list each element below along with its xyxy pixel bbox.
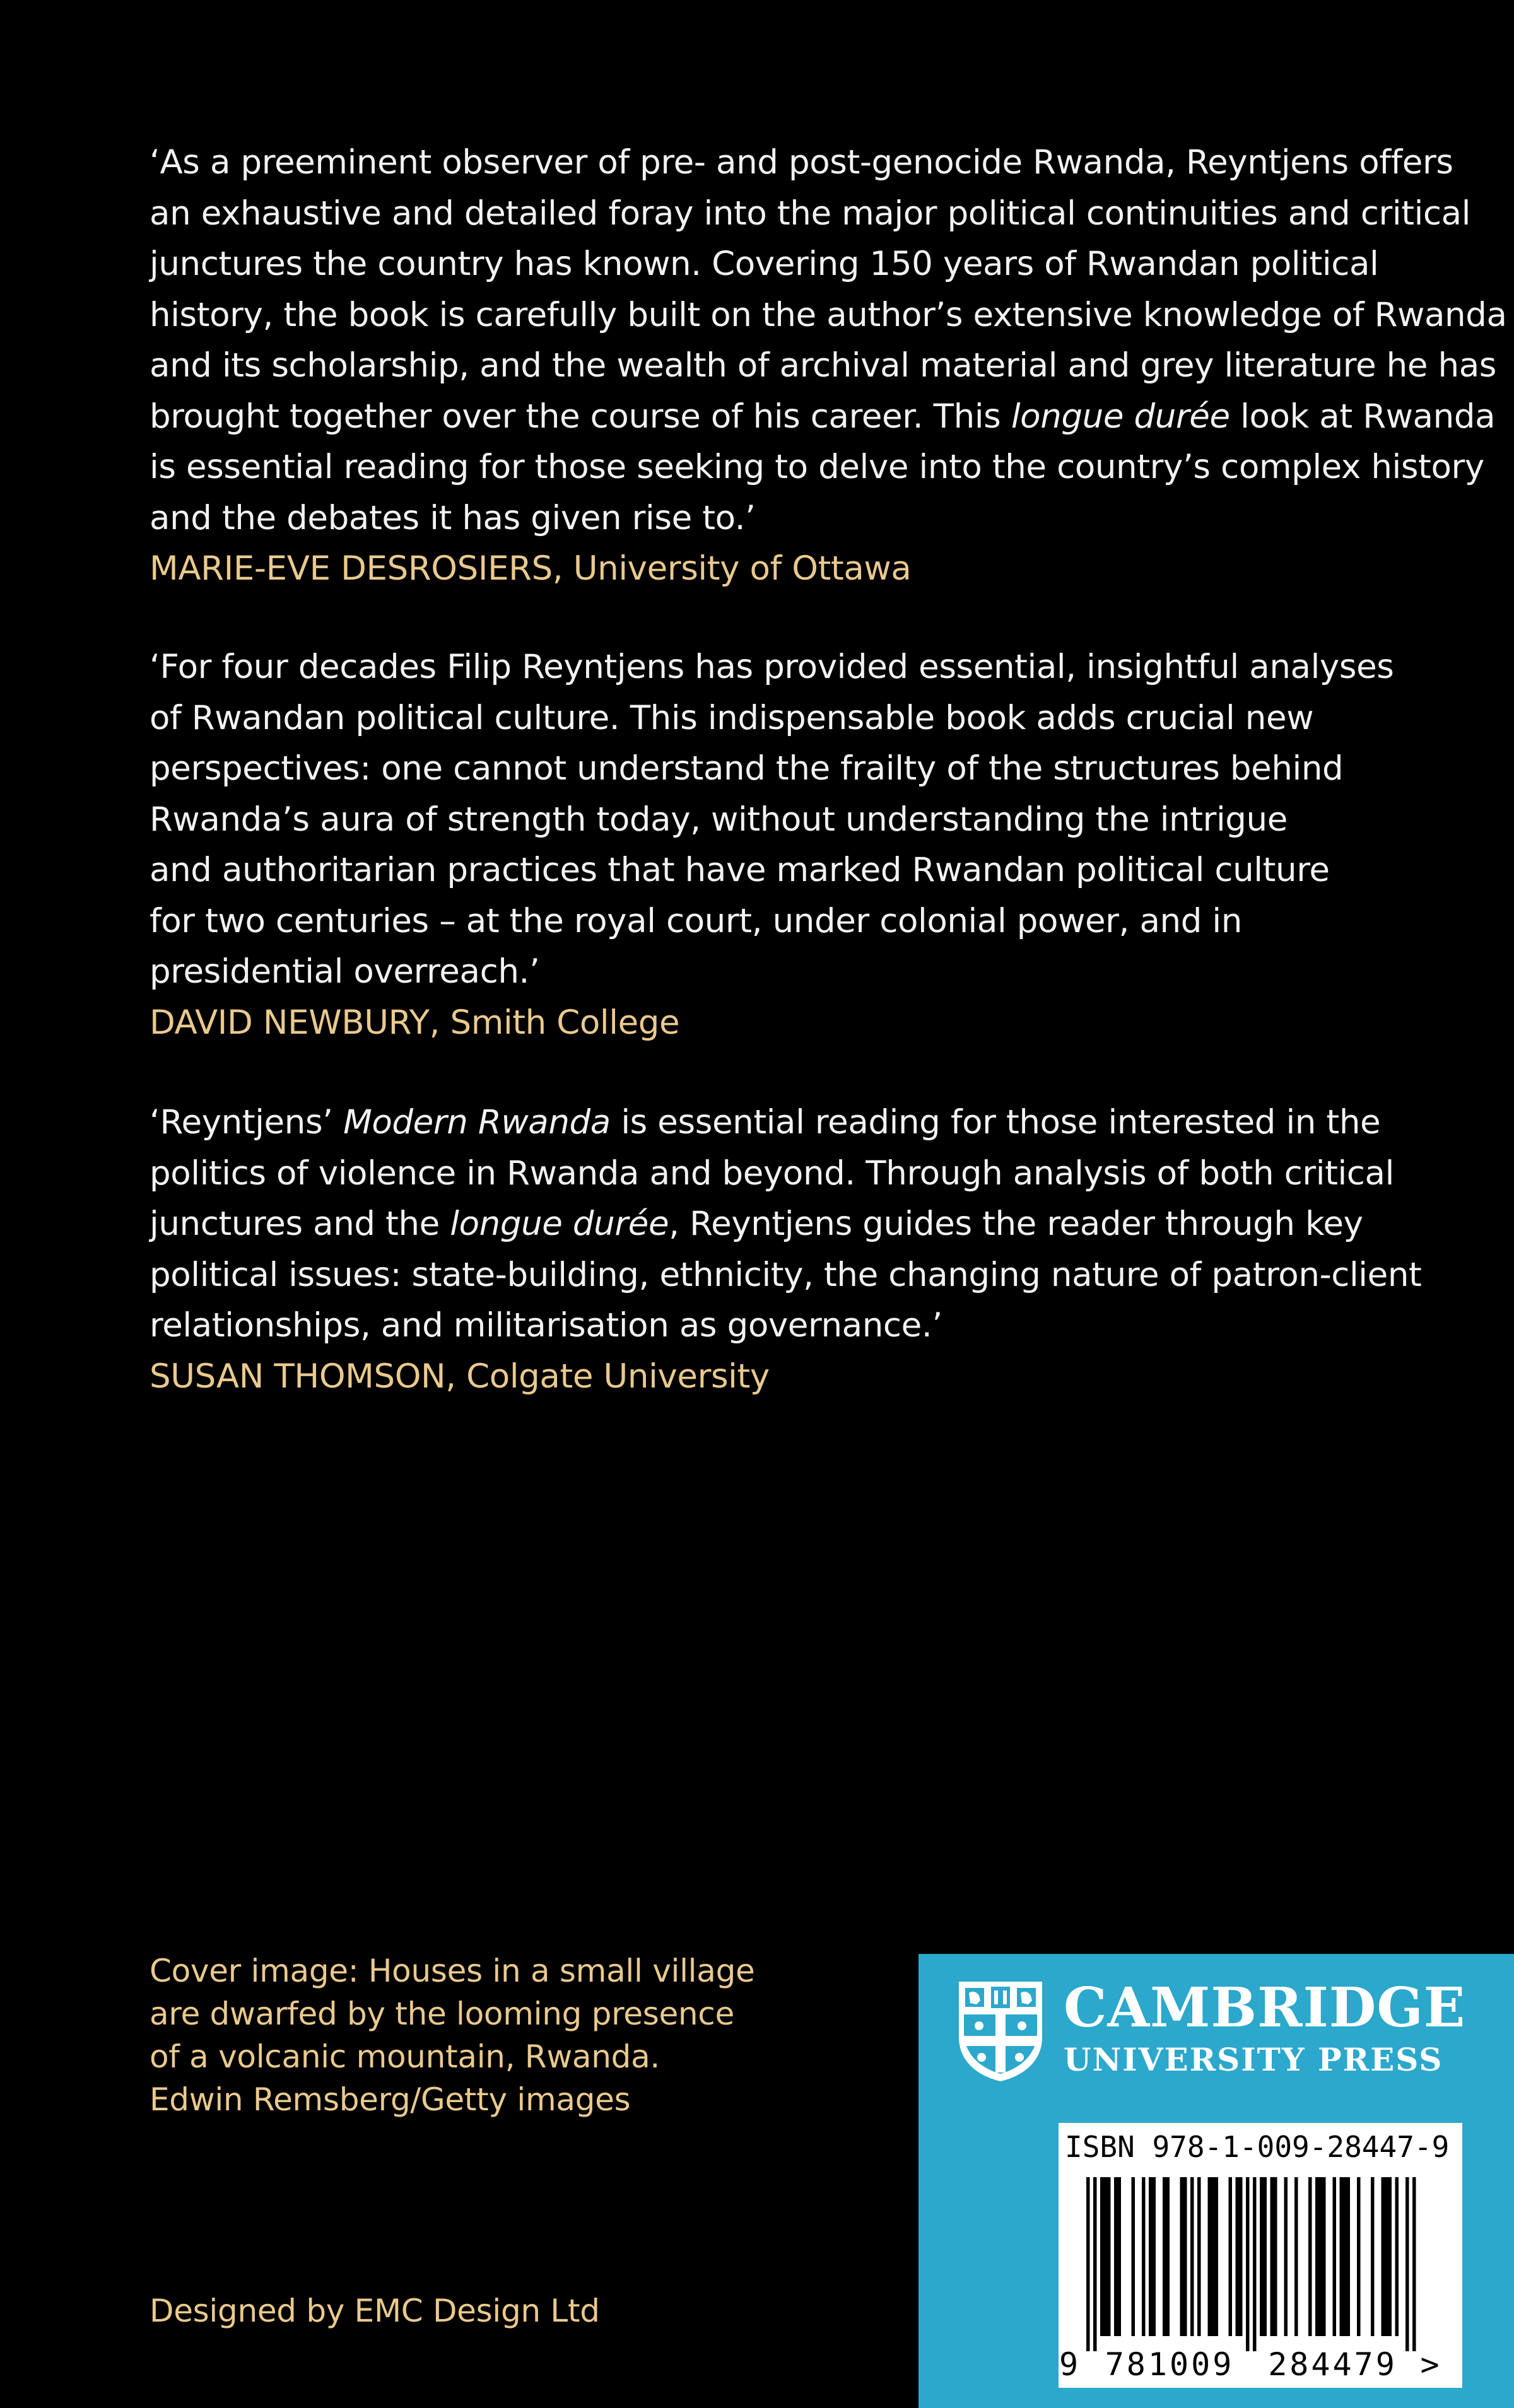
review-quote-3 — [150, 1097, 1462, 1402]
barcode-bar — [1284, 2177, 1288, 2336]
barcode-bar — [1347, 2177, 1351, 2336]
quote-line — [150, 744, 1462, 795]
barcode-bar — [1371, 2177, 1375, 2336]
quote-line — [150, 189, 1471, 240]
quote-line — [150, 493, 1462, 544]
quote-text: and its scholarship, and the wealth of archival material and grey literature he has — [150, 346, 1497, 385]
barcode-bar — [1357, 2177, 1361, 2336]
designer-credit-text: Designed by EMC Design Ltd — [150, 2293, 600, 2329]
quote-line — [150, 693, 1462, 744]
cambridge-crest-icon — [956, 1979, 1045, 2083]
barcode-bar — [1340, 2177, 1344, 2336]
quote-line — [150, 1148, 1462, 1200]
barcode-bar — [1229, 2177, 1233, 2336]
quote-line — [150, 290, 1507, 341]
barcode-bar — [1264, 2177, 1267, 2336]
quote-text: politics of violence in Rwanda and beyond. Through analysis of both critical — [150, 1154, 1394, 1193]
barcode-bar — [1166, 2177, 1170, 2336]
quote-line — [150, 341, 1497, 392]
quote-text: brought together over the course of his career. This — [150, 397, 1011, 436]
publisher-name-line2: UNIVERSITY PRESS — [1064, 2041, 1443, 2078]
barcode-bar — [1132, 2177, 1136, 2336]
cover-credit-line: Cover image: Houses in a small village — [150, 1953, 755, 1989]
quote-attribution: MARIE-EVE DESROSIERS, University of Ottawa — [150, 549, 912, 588]
quote-line — [150, 1199, 1462, 1250]
barcode-bar — [1405, 2177, 1409, 2351]
quote-text: presidential overreach.’ — [150, 952, 540, 991]
barcode-bar — [1086, 2177, 1090, 2351]
quote-line — [150, 947, 1462, 998]
isbn-barcode-box — [1059, 2123, 1462, 2388]
barcode-bar — [1294, 2177, 1298, 2336]
quote-attribution: DAVID NEWBURY, Smith College — [150, 1003, 680, 1042]
barcode-bar — [1333, 2177, 1337, 2336]
quote-text: , Reyntjens guides the reader through key — [669, 1205, 1363, 1243]
quote-text: junctures the country has known. Covering 150 years of Rwandan political — [150, 245, 1379, 283]
barcode-bar — [1343, 2177, 1347, 2336]
quote-line — [150, 795, 1462, 846]
quote-line — [150, 896, 1462, 947]
quote-text: political issues: state-building, ethnicity, the changing nature of patron-client — [150, 1255, 1422, 1294]
barcode-bar — [1163, 2177, 1166, 2336]
review-quote-2 — [150, 642, 1462, 1048]
quote-italic-text: longue durée — [1011, 397, 1230, 436]
barcode-bar — [1308, 2177, 1312, 2336]
barcode-bar — [1100, 2177, 1104, 2336]
barcode-bar — [1395, 2177, 1399, 2336]
barcode-bar — [1270, 2177, 1274, 2336]
barcode-bar — [1385, 2177, 1388, 2336]
quote-text: junctures and the — [150, 1205, 450, 1243]
quote-text: and the debates it has given rise to.’ — [150, 498, 756, 537]
barcode-bar — [1382, 2177, 1385, 2336]
quote-line — [150, 239, 1462, 290]
barcode-bar — [1274, 2177, 1277, 2336]
barcode-bar — [1239, 2177, 1243, 2336]
barcode-bar — [1107, 2177, 1111, 2336]
quote-line — [150, 1300, 1462, 1352]
barcode-digits: 284479 — [1268, 2346, 1397, 2383]
barcode-digits: > — [1420, 2346, 1442, 2383]
barcode-bar — [1114, 2177, 1118, 2336]
barcode-bar — [1388, 2177, 1392, 2336]
barcode-bar — [1153, 2177, 1156, 2336]
quote-italic-text: Modern Rwanda — [343, 1103, 611, 1142]
barcode-bar — [1190, 2177, 1194, 2336]
quote-text: ‘Reyntjens’ — [150, 1103, 344, 1142]
cover-credit-line: of a volcanic mountain, Rwanda. — [150, 2038, 660, 2075]
quote-text: look at Rwanda — [1229, 397, 1496, 436]
quote-text: relationships, and militarisation as governance.’ — [150, 1306, 942, 1345]
quote-text: for two centuries – at the royal court, under colonial power, and in — [150, 901, 1242, 940]
quote-text: is essential reading for those seeking to delve into the country’s complex history — [150, 448, 1484, 486]
quote-attribution: SUSAN THOMSON, Colgate University — [150, 1357, 770, 1396]
barcode-bar — [1197, 2177, 1201, 2336]
barcode-bar — [1118, 2177, 1122, 2336]
isbn-label: ISBN 978-1-009-28447-9 — [1065, 2130, 1450, 2164]
barcode-bar — [1322, 2177, 1326, 2336]
barcode-bar — [1412, 2177, 1416, 2351]
barcode-digits: 781009 — [1105, 2346, 1235, 2383]
barcode-bar — [1093, 2177, 1097, 2351]
review-quote-1 — [150, 137, 1507, 595]
quote-text: an exhaustive and detailed foray into the major political continuities and critical — [150, 194, 1471, 233]
barcode-bar — [1260, 2177, 1264, 2336]
publisher-panel — [918, 1954, 1514, 2408]
barcode-bar — [1208, 2177, 1212, 2336]
barcode-icon — [1059, 2175, 1462, 2383]
barcode-bar — [1315, 2177, 1319, 2336]
quote-text: Rwanda’s aura of strength today, without understanding the intrigue — [150, 800, 1288, 839]
barcode-bar — [1180, 2177, 1184, 2336]
quote-line — [150, 442, 1484, 493]
quote-text: is essential reading for those interested in the — [610, 1103, 1381, 1142]
quote-line — [150, 1097, 1462, 1148]
barcode-bar — [1215, 2177, 1219, 2336]
quote-line — [150, 642, 1462, 693]
cover-credit-line: Edwin Remsberg/Getty images — [150, 2081, 631, 2118]
barcode-bar — [1149, 2177, 1153, 2336]
quote-line — [150, 1250, 1462, 1301]
publisher-logo-text — [1064, 1978, 1465, 2079]
cover-credit-line: are dwarfed by the looming presence — [150, 1996, 734, 2032]
quote-text: of Rwandan political culture. This indispensable book adds crucial new — [150, 698, 1314, 737]
barcode-bar — [1142, 2177, 1146, 2336]
barcode-bar — [1236, 2177, 1240, 2336]
quote-text: perspectives: one cannot understand the frailty of the structures behind — [150, 749, 1344, 788]
cover-image-credit — [150, 1949, 755, 2121]
quote-line — [150, 392, 1496, 443]
quote-text: and authoritarian practices that have marked Rwandan political culture — [150, 851, 1330, 889]
quote-text: history, the book is carefully built on the author’s extensive knowledge of Rwanda — [150, 295, 1507, 334]
barcode-bar — [1211, 2177, 1215, 2336]
quote-italic-text: longue durée — [450, 1205, 669, 1243]
barcode-bar — [1319, 2177, 1323, 2336]
barcode-bar — [1104, 2177, 1108, 2336]
quote-line — [150, 137, 1462, 189]
quote-text: ‘As a preeminent observer of pre- and post-genocide Rwanda, Reyntjens offers — [150, 143, 1453, 182]
barcode-bar — [1246, 2177, 1250, 2351]
barcode-digits: 9 — [1059, 2346, 1081, 2383]
quote-text: ‘For four decades Filip Reyntjens has provided essential, insightful analyses — [150, 648, 1394, 686]
designer-credit — [150, 2289, 600, 2332]
publisher-name-line1: CAMBRIDGE — [1064, 1976, 1466, 2040]
barcode-bar — [1253, 2177, 1257, 2351]
quote-line — [150, 845, 1462, 896]
barcode-bar — [1183, 2177, 1187, 2336]
